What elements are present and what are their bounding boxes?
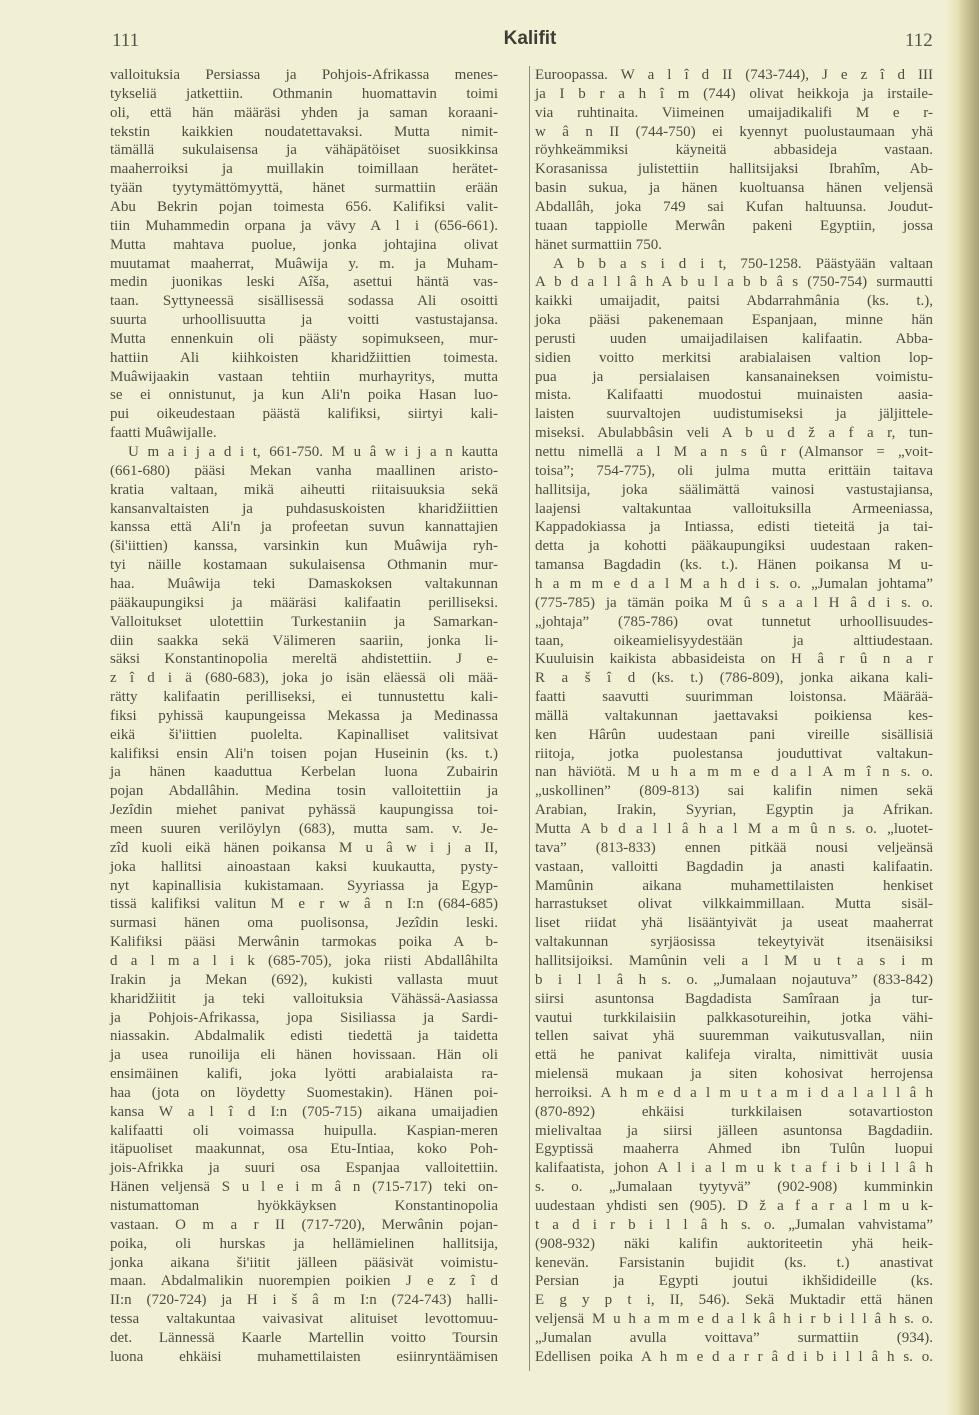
text-line: ja Pohjois-Afrikassa, jopa Sisiliassa ja Sardi- (110, 1009, 498, 1026)
text-line: pui oikeudestaan päästä kalifiksi, siirtyi kali- (110, 406, 498, 423)
text-line: taan, oikeamielisyydestään ja alttiudestaan. (535, 632, 933, 649)
text-line: joka pääsi pakenemaan Espanjaan, minne hän (535, 312, 933, 329)
text-line: Arabian, Irakin, Syyrian, Egyptin ja Afrikan. (535, 802, 933, 819)
text-line: ja hänen kaaduttua Kerbelan luona Zubairin (110, 764, 498, 781)
text-line: joka hallitsi ainoastaan kaksi kuukautta, pysty- (110, 858, 498, 875)
text-line: mielivaltaa ja siirsi jälleen asuntonsa Bagdadiin. (535, 1122, 933, 1139)
text-line: vautui turkkilaisiin palkkasotureihin, jotka vähi- (535, 1009, 933, 1026)
text-line: Valloitukset ulotettiin Turkestaniin ja Samarkan- (110, 613, 498, 630)
text-line: haa (jota on löydetty Suomestakin). Hänen poi- (110, 1084, 498, 1101)
text-line: Muâwijaakin vastaan tehtiin murhayritys, mutta (110, 368, 498, 385)
text-line: mista. Kalifaatti muodostui muinaisten aasia- (535, 387, 933, 404)
text-line: sidien voitto merkitsi arabialaisen valtion lop- (535, 349, 933, 366)
text-line: (661-680) pääsi Mekan vanha maallinen aristo- (110, 462, 498, 479)
text-line: valtakunnan syrjäosissa tekeytyivät itsenäisiksi (535, 934, 933, 951)
text-line: detta ja kohotti pääkaupungiksi uudestaan raken- (535, 538, 933, 555)
text-line: A b b a s i d i t, 750-1258. Päästyään valtaan (553, 255, 933, 272)
book-binding-edge (945, 0, 979, 1415)
text-line: eikä ši'iittien puolelta. Kapinalliset valitsivat (110, 726, 498, 743)
text-line: hallitsija, joka säälimättä vainosi vastustajiansa, (535, 481, 933, 498)
text-line: perusti uuden umaijadilaisen kalifaatin. Abba- (535, 330, 933, 347)
text-line: kansa W a l î d I:n (705-715) aikana umaijadien (110, 1103, 498, 1120)
text-line: herroiksi. A h m e d a l m u t a m i d a l a l l â h (535, 1084, 933, 1101)
text-line: via ruhtinaita. Viimeinen umaijadikalifi M e r- (535, 104, 933, 121)
text-line: valloituksia Persiassa ja Pohjois-Afrikassa menes- (110, 67, 498, 83)
text-line: säksi Konstantinopolia mereltä ahdistettiin. J e- (110, 651, 498, 668)
text-line: veljensä M u h a m m e d a l k â h i r b i l l â h s. o. (535, 1311, 933, 1328)
text-line: s. o. „Jumalaan tyytyvä” (902-908) kumminkin (535, 1179, 933, 1196)
text-line: itäpuoliset maakunnat, osa Etu-Intiaa, koko Poh- (110, 1141, 498, 1158)
text-line: Edellisen poika A h m e d a r r â d i b i l l â h s. o. (535, 1348, 933, 1365)
text-line: Kalifiksi pääsi Merwânin tarmokas poika A b- (110, 934, 498, 951)
text-line: b i l l â h s. o. „Jumalaan nojautuva” (833-842) (535, 971, 933, 988)
text-line: ensimäinen kalifi, joka lyötti arabialaista ra- (110, 1066, 498, 1083)
text-line: Mutta ennenkuin oli päästy sopimukseen, mur- (110, 330, 498, 347)
text-line: pua ja persialaisen kansanaineksen voimistu- (535, 368, 933, 385)
text-line: maan. Abdalmalikin nuorempien poikien J e z î d (110, 1273, 498, 1290)
text-line: poika, oli hurskas ja hellämielinen hallitsija, (110, 1235, 498, 1252)
text-line: kharidžiitit ja teki valloituksia Vähässä-Aasiassa (110, 990, 498, 1007)
text-line: Abdallâh, joka 749 sai Kufan haltuunsa. Joudut- (535, 198, 933, 215)
text-line: nettu nimellä a l M a n s û r (Almansor = „voit- (535, 444, 933, 460)
text-line: nistumattoman hyökkäyksen Konstantinopolia (110, 1198, 498, 1214)
text-line: Kuuluisin kaikista abbasideista on H â r û n a r (535, 651, 933, 668)
text-line: kratia valtaan, mikä aiheutti riitaisuuksia sekä (110, 481, 498, 498)
text-line: Mutta A b d a l l â h a l M a m û n s. o. „luotet- (535, 821, 933, 837)
text-line: d a l m a l i k (685-705), joka riisti Abdallâhilta (110, 952, 498, 969)
text-line: mällä valtakunnan jaettavaksi poikiensa kes- (535, 707, 933, 724)
text-line: w â n II (744-750) ei kyennyt puolustaumaan yhä (535, 123, 933, 140)
text-line: luona ehkäisi muhamettilaisten esiinryntäämisen (110, 1348, 498, 1365)
text-line: vastaan. O m a r II (717-720), Merwânin pojan- (110, 1216, 498, 1233)
text-line: fiksi pyhissä kaupungeissa Mekassa ja Medinassa (110, 707, 498, 724)
text-line: röyhkeämmiksi käyneitä abbasideja vastaan. (535, 142, 933, 159)
text-line: niassakin. Abdalmalik edisti tiedettä ja taidetta (110, 1028, 498, 1045)
text-line: vastaan, valloitti Bagdadin ja anasti kalifaatin. (535, 858, 933, 875)
text-line: tykseliä jatkettiin. Othmanin huomattavin toimi (110, 85, 498, 102)
text-line: E g y p t i, II, 546). Sekä Muktadir että hänen (535, 1292, 933, 1309)
text-line: „uskollinen” (809-813) sai kalifin nimen sekä (535, 783, 933, 800)
text-line: suurta urhoollisuutta ja voitti vastustajansa. (110, 312, 498, 329)
text-line: hallitsijoiksi. Mamûnin veli a l M u t a s i m (535, 952, 933, 969)
text-line: tiin Muhammedin orpana ja vävy A l i (656-661). (110, 217, 498, 234)
text-line: miseksi. Abulabbâsin veli A b u d ž a f a r, tun- (535, 425, 933, 442)
text-line: jonka aikana ši'iitit jälleen pääsivät voimistu- (110, 1254, 498, 1271)
text-line: z î d i ä (680-683), joka jo isän eläessä oli mää- (110, 670, 498, 687)
text-line: II:n (720-724) ja H i š â m I:n (724-743) halli- (110, 1292, 498, 1309)
text-line: ken Hârûn uudestaan pani vireille sisällisiä (535, 726, 933, 743)
text-line: „johtaja” (785-786) ovat tunnetut urhoollisuudes- (535, 613, 933, 630)
text-line: hattiin Ali kiihkoisten kharidžiittien toimesta. (110, 349, 498, 366)
text-line: (ši'iittien) kanssa, varsinkin kun Muâwija ryh- (110, 538, 498, 555)
text-line: (775-785) ja tämän poika M û s a a l H â d i s. o. (535, 594, 933, 611)
text-line: medin juonikas leski Aîša, asettui häntä vas- (110, 274, 498, 291)
text-line: (908-932) näki kalifin auktoriteetin yhä heik- (535, 1235, 933, 1252)
text-line: Mamûnin aikana muhamettilaisten henkiset (535, 877, 933, 894)
text-line: Jezîdin miehet panivat pyhässä kaupungissa toi- (110, 802, 498, 819)
page-number-right: 112 (905, 30, 933, 51)
text-line: Egyptissä maaherra Ahmed ibn Tulûn luopui (535, 1141, 933, 1158)
text-line: pääkaupungiksi ja määräsi kalifaatin perilliseksi. (110, 594, 498, 611)
text-line: surmasi hänen oma puolisonsa, Jezîdin leski. (110, 915, 498, 932)
text-line: tämällä sukulaisensa ja vähäpätöiset suosikkinsa (110, 142, 498, 159)
text-line: taan. Syttyneessä sisällisessä sodassa Ali osoitti (110, 293, 498, 310)
text-line: tyään tyytymättömyyttä, hänet surmattiin erään (110, 180, 498, 197)
text-line: diin saakka sekä Välimeren saariin, jonka li- (110, 632, 498, 649)
text-line: det. Lännessä Kaarle Martellin voitto Toursin (110, 1329, 498, 1346)
column-divider (529, 66, 530, 1371)
text-line: Hänen veljensä S u l e i m â n (715-717) teki on- (110, 1179, 498, 1196)
text-line: Abu Bekrin pojan toimesta 656. Kalifiksi valit- (110, 198, 498, 215)
text-line: tamansa Bagdadin (ks. t.). Hänen poikansa M u- (535, 557, 933, 574)
text-line: tekstin kaikkien noudatettavaksi. Mutta nimit- (110, 123, 498, 140)
text-line: basin sukua, ja hänen kuoltuansa hänen veljensä (535, 180, 933, 197)
text-line: t a d i r b i l l â h s. o. „Jumalan vahvistama” (535, 1216, 933, 1233)
text-line: muutamat maaherrat, Muâwija y. m. ja Muham- (110, 255, 498, 272)
text-line: meen suuren verilöylyn (683), mutta sam. v. Je- (110, 821, 498, 837)
text-line: Kappadokiassa ja Intiassa, edisti tieteitä ja tai- (535, 519, 933, 536)
text-line: zîd kuoli eikä hänen poikansa M u â w i j a II, (110, 839, 498, 856)
text-line: tuaan tappiolle Merwân pakeni Egyptiin, jossa (535, 217, 933, 234)
text-line: U m a i j a d i t, 661-750. M u â w i j a n kautta (128, 444, 498, 460)
text-line: haa. Muâwija teki Damaskoksen valtakunnan (110, 575, 498, 592)
text-line: tellen saivat yhä suuremman vaikutusvallan, niin (535, 1028, 933, 1045)
text-line: kaikki umaijadit, paitsi Abdarrahmânia (ks. t.), (535, 293, 933, 310)
text-line: laisten suurvaltojen uudistumiseksi ja jäljittele- (535, 406, 933, 423)
text-line: tava” (813-833) ennen pitkää nousi veljeänsä (535, 839, 933, 856)
text-line: uudestaan yhdisti sen (905). D ž a f a r a l m u k- (535, 1198, 933, 1214)
text-line: h a m m e d a l M a h d i s. o. „Jumalan johtama” (535, 575, 933, 592)
text-line: tessa valtakuntaa vaivasivat alituiset levottomuu- (110, 1311, 498, 1328)
text-line: ja I b r a h î m (744) olivat heikkoja ja irstaile- (535, 85, 933, 102)
text-line: (870-892) ehkäisi turkkilaisen sotavartioston (535, 1103, 933, 1120)
text-line: kalifaatti oli voimassa huipulla. Kaspian-meren (110, 1122, 498, 1139)
text-line: Irakin ja Mekan (692), kukisti vallasta muut (110, 971, 498, 988)
text-line: hänet surmattiin 750. (535, 236, 663, 253)
running-head-title: Kalifit (503, 28, 557, 49)
text-line: se ei onnistunut, ja kun Ali'n poika Hasan luo- (110, 387, 498, 404)
text-line: laajensi valtakuntaa valloituksilla Armeeniassa, (535, 500, 933, 517)
text-line: A b d a l l â h A b u l a b b â s (750-754) surmautti (535, 274, 933, 291)
text-line: Persian ja Egypti joutui ikhšidideille (ks. (535, 1273, 933, 1290)
text-line: kalifaatista, johon A l i a l m u k t a f i b i l l â h (535, 1160, 933, 1177)
text-line: ja usea runoilija eli hänen hovissaan. Hän oli (110, 1047, 498, 1064)
text-line: Euroopassa. W a l î d II (743-744), J e z î d III (535, 67, 933, 83)
text-line: pojan Abdallâhin. Medina tosin valloitettiin ja (110, 783, 498, 800)
text-line: tyi näille kostamaan sukulaisensa Othmanin mur- (110, 557, 498, 574)
page-number-left: 111 (112, 30, 140, 51)
text-line: kansanvaltaisten ja puhdasuskoisten kharidžiittien (110, 500, 498, 517)
text-line: „Jumalan avulla voittava” surmattiin (934). (535, 1329, 933, 1346)
text-line: oli, että hän määräsi yhden ja saman koraani- (110, 104, 498, 121)
text-line: faatti saavutti suurimman loistonsa. Määrää- (535, 689, 933, 706)
text-line: mielensä mukaan ja siten kohosivat herrojensa (535, 1066, 933, 1083)
text-line: että he panivat kalifeja viralta, nimittivät uusia (535, 1047, 933, 1064)
text-line: jois-Afrikka ja suuri osa Espanjaa valloitettiin. (110, 1160, 498, 1177)
text-line: Mutta mahtava puolue, jonka johtajina olivat (110, 236, 498, 253)
text-line: faatti Muâwijalle. (110, 425, 217, 442)
text-line: Korasanissa julistettiin hallitsijaksi Ibrahîm, Ab- (535, 161, 933, 178)
text-line: kalifiksi ensin Ali'n toisen pojan Huseinin (ks. t.) (110, 745, 498, 762)
text-line: tissä kalifiksi valitun M e r w â n I:n (684-685) (110, 896, 498, 913)
text-line: riitoja, jotka puolestansa jouduttivat valtakun- (535, 745, 933, 762)
text-line: harrastukset olivat vilkkaimmillaan. Mutta sisäl- (535, 896, 933, 913)
text-line: kenevän. Farsistanin bujidit (ks. t.) anastivat (535, 1254, 933, 1271)
text-line: rätty kalifaatin perilliseksi, ei tunnustettu kali- (110, 689, 498, 706)
text-line: toisa”; 754-775), oli julma mutta erittäin taitava (535, 462, 933, 479)
text-line: nyt kapinallisia kukistamaan. Syyriassa ja Egyp- (110, 877, 498, 894)
text-line: liset riidat yhä lisääntyivät ja useat maaherrat (535, 915, 933, 932)
text-line: nan häviötä. M u h a m m e d a l A m î n s. o. (535, 764, 933, 781)
text-line: R a š î d (ks. t.) (786-809), jonka aikana kali- (535, 670, 933, 687)
text-line: siirsi asuntonsa Bagdadista Samîraan ja tur- (535, 990, 933, 1007)
text-line: kanssa että Ali'n ja profeetan suvun kannattajien (110, 519, 498, 536)
text-line: maaherroiksi ja muillakin toimillaan herätet- (110, 161, 498, 178)
